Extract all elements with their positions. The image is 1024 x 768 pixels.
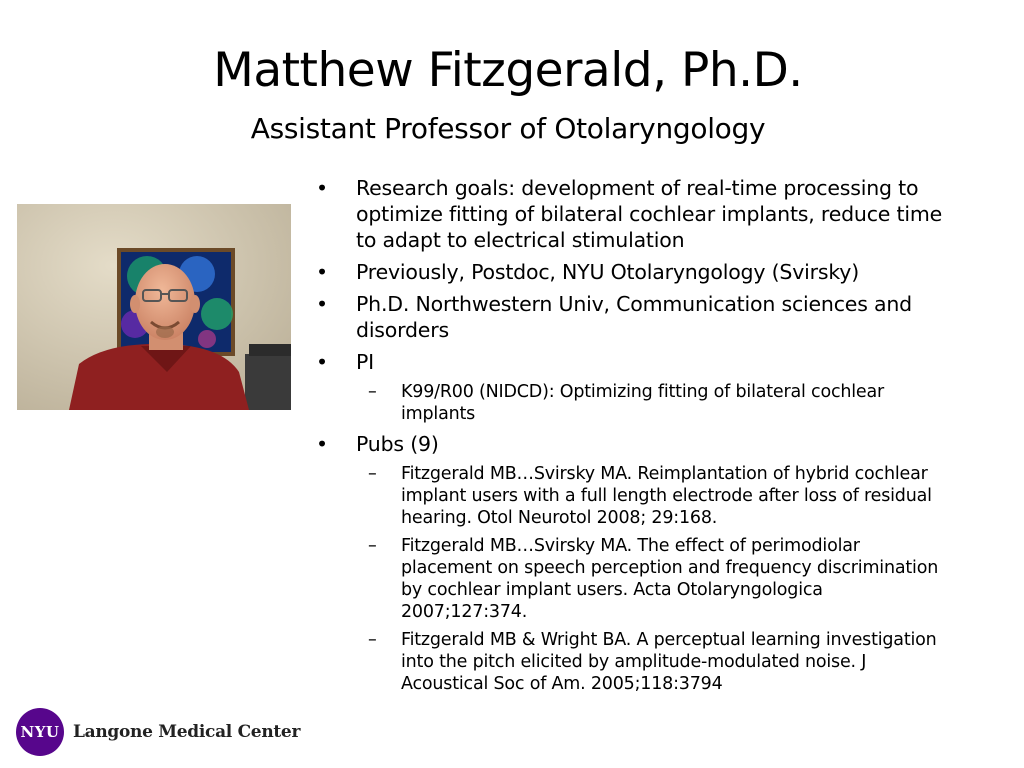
nyu-langone-logo [16,707,300,757]
bullet-marker: • [316,292,328,316]
sub-bullet-marker: – [368,464,377,484]
nyu-torch-badge: NYU [16,708,64,756]
bullet-text: Ph.D. Northwestern Univ, Communication sciences and disorders [356,292,912,342]
bullet-marker: • [316,432,328,456]
sub-bullet-item [356,535,952,623]
slide-subtitle: Assistant Professor of Otolaryngology [250,112,766,145]
sub-bullet-list [356,381,952,425]
sub-bullet-text: Fitzgerald MB…Svirsky MA. Reimplantation of hybrid cochlear implant users with a full length electrode after loss of residual hearing. Otol Neurotol 2008; 29:168. [401,464,932,528]
bullet-item [312,259,952,285]
bullet-list [312,175,952,701]
bullet-text: Pubs (9) [356,432,439,456]
sub-bullet-item [356,629,952,695]
bullet-marker: • [316,350,328,374]
bullet-item [312,349,952,425]
bullet-marker: • [316,176,328,200]
sub-bullet-list [356,463,952,695]
bullet-text: PI [356,350,375,374]
bullet-item [312,175,952,253]
sub-bullet-text: K99/R00 (NIDCD): Optimizing fitting of bilateral cochlear implants [401,382,885,424]
sub-bullet-marker: – [368,382,377,402]
logo-wordmark: Langone Medical Center [73,722,301,742]
sub-bullet-text: Fitzgerald MB…Svirsky MA. The effect of perimodiolar placement on speech perception and frequency discrimination by cochlear implant users. Acta Otolaryngologica 2007;127:374. [401,536,939,622]
sub-bullet-item [356,463,952,529]
sub-bullet-item [356,381,952,425]
bullet-text: Research goals: development of real-time processing to optimize fitting of bilateral cochlear implants, reduce time to adapt to electrical stimulation [356,176,943,252]
sub-bullet-marker: – [368,630,377,650]
bullet-item [312,291,952,343]
bullet-marker: • [316,260,328,284]
portrait-photo [17,204,291,410]
slide-title: Matthew Fitzgerald, Ph.D. [213,43,803,98]
bullet-text: Previously, Postdoc, NYU Otolaryngology (Svirsky) [356,260,860,284]
bullet-item [312,431,952,695]
sub-bullet-text: Fitzgerald MB & Wright BA. A perceptual learning investigation into the pitch elicited by amplitude-modulated noise. J Acoustical Soc of Am. 2005;118:3794 [401,630,937,694]
sub-bullet-marker: – [368,536,377,556]
